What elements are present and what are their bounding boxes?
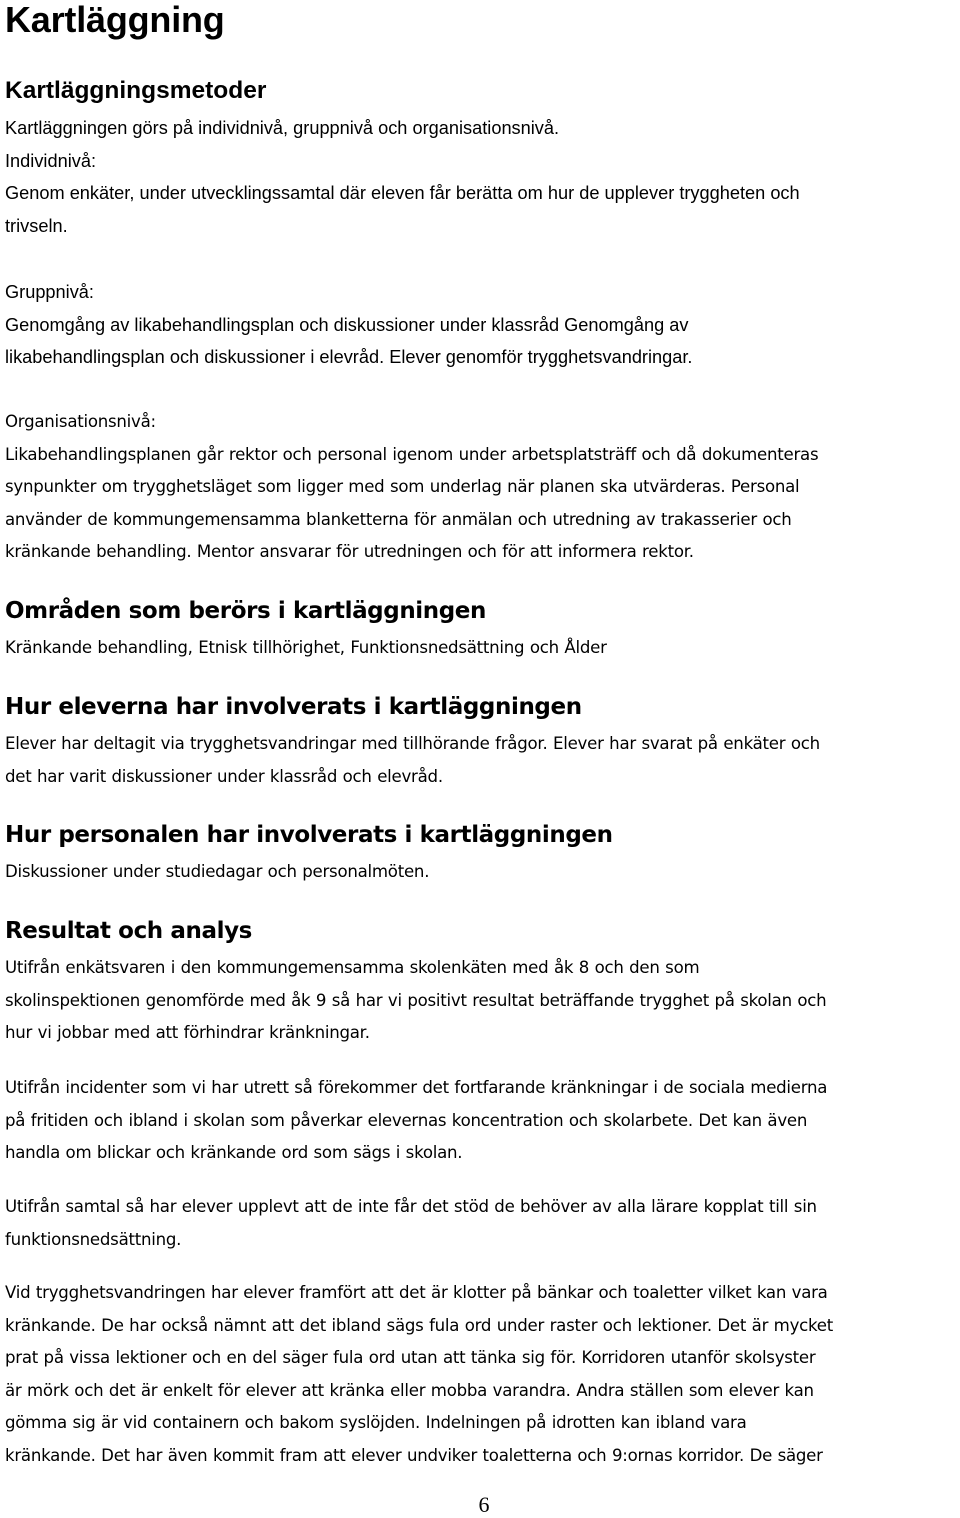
text-line: handla om blickar och kränkande ord som sägs i skolan. (5, 1143, 463, 1162)
text-line: hur vi jobbar med att förhindrar kränkningar. (5, 1023, 370, 1042)
org-label: Organisationsnivå: (5, 412, 156, 431)
text-line: Elever har deltagit via trygghetsvandringar med tillhörande frågor. Elever har svarat på enkäter och (5, 734, 820, 753)
text-line: funktionsnedsättning. (5, 1229, 182, 1249)
text-line: Kränkande behandling, Etnisk tillhörighet, Funktionsnedsättning och Ålder (5, 638, 607, 657)
text-line: kränkande. De har också nämnt att det ibland sägs fula ord under raster och lektioner. Det är mycket (5, 1315, 834, 1335)
text-line: Genomgång av likabehandlingsplan och diskussioner under klassråd Genomgång av (5, 314, 689, 335)
text-line: gömma sig är vid containern och bakom syslöjden. Indelningen på idrotten kan ibland vara (5, 1413, 747, 1432)
metoder-intro (5, 112, 957, 242)
text-line: Kartläggningen görs på individnivå, gruppnivå och organisationsnivå. (5, 118, 560, 138)
resultat-paragraph-3 (5, 1191, 957, 1256)
section-heading-eleverna: Hur eleverna har involverats i kartläggningen (5, 694, 582, 720)
text-line: trivseln. (5, 215, 68, 236)
grupp-paragraph (5, 276, 957, 374)
text-line: är mörk och det är enkelt för elever att kränka eller mobba varandra. Andra ställen som elever kan (5, 1380, 814, 1400)
resultat-paragraph-2 (5, 1072, 957, 1170)
omraden-paragraph (5, 632, 957, 665)
section-heading-resultat: Resultat och analys (5, 918, 252, 944)
text-line: Utifrån incidenter som vi har utrett så förekommer det fortfarande kränkningar i de sociala medierna (5, 1078, 828, 1097)
text-line: prat på vissa lektioner och en del säger fula ord utan att tänka sig för. Korridoren utanför skolsyster (5, 1348, 816, 1367)
page-title: Kartläggning (5, 0, 225, 40)
text-line: skolinspektionen genomförde med åk 9 så har vi positivt resultat beträffande trygghet på skolan och (5, 990, 827, 1010)
section-heading-metoder: Kartläggningsmetoder (5, 77, 267, 104)
text-line: Diskussioner under studiedagar och personalmöten. (5, 862, 430, 881)
text-line: Genom enkäter, under utvecklingssamtal där eleven får berätta om hur de upplever tryggheten och (5, 183, 800, 203)
individ-label: Individnivå: (5, 150, 96, 171)
section-heading-personalen: Hur personalen har involverats i kartläggningen (5, 822, 613, 848)
page-number: 6 (478, 1492, 490, 1517)
text-line: på fritiden och ibland i skolan som påverkar elevernas koncentration och skolarbete. Det kan även (5, 1110, 808, 1130)
text-line: Utifrån samtal så har elever upplevt att de inte får det stöd de behöver av alla lärare kopplat till sin (5, 1197, 817, 1216)
resultat-paragraph-1 (5, 952, 957, 1050)
section-heading-omraden: Områden som berörs i kartläggningen (5, 598, 486, 624)
text-line: det har varit diskussioner under klassråd och elevråd. (5, 766, 443, 786)
personalen-paragraph (5, 856, 957, 889)
text-line: likabehandlingsplan och diskussioner i elevråd. Elever genomför trygghetsvandringar. (5, 347, 693, 367)
org-paragraph (5, 406, 957, 569)
eleverna-paragraph (5, 728, 957, 793)
text-line: använder de kommungemensamma blanketterna för anmälan och utredning av trakasserier och (5, 509, 792, 529)
resultat-paragraph-4 (5, 1277, 957, 1472)
text-line: Vid trygghetsvandringen har elever framfört att det är klotter på bänkar och toaletter vilket kan vara (5, 1283, 828, 1302)
grupp-label: Gruppnivå: (5, 282, 94, 302)
text-line: Utifrån enkätsvaren i den kommungemensamma skolenkäten med åk 8 och den som (5, 958, 700, 977)
text-line: kränkande. Det har även kommit fram att elever undviker toaletterna och 9:ornas korridor. De säger (5, 1445, 823, 1465)
text-line: Likabehandlingsplanen går rektor och personal igenom under arbetsplatsträff och då dokumenteras (5, 444, 819, 464)
text-line: synpunkter om trygghetsläget som ligger med som underlag när planen ska utvärderas. Personal (5, 477, 800, 496)
text-line: kränkande behandling. Mentor ansvarar för utredningen och för att informera rektor. (5, 542, 694, 561)
